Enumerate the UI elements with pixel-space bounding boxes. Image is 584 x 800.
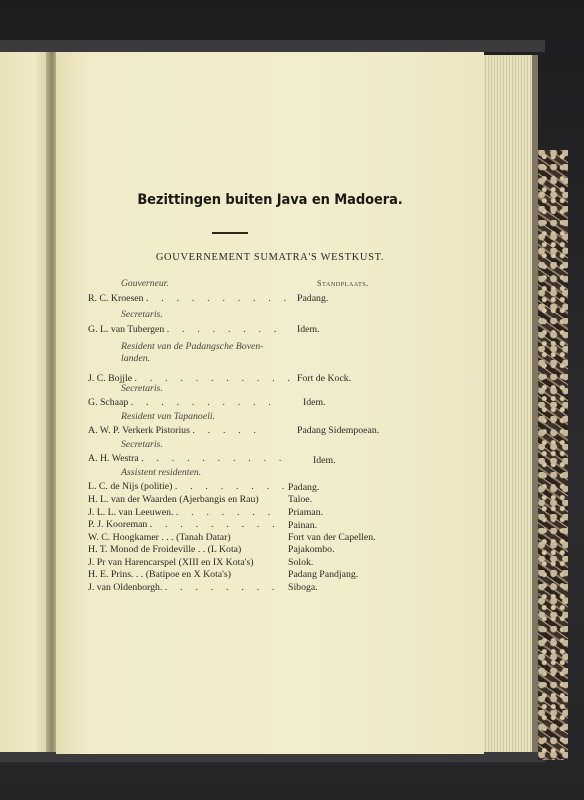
entry-name: G. L. van Tubergen . . . . . . . . bbox=[88, 324, 282, 335]
entry-name: R. C. Kroesen . . . . . . . . . . bbox=[88, 293, 292, 304]
entry-name: G. Schaap . . . . . . . . . . bbox=[88, 397, 277, 408]
column-header-function: Gouverneur. bbox=[121, 278, 169, 289]
page-edges bbox=[484, 55, 538, 752]
column-header-standplaats: Standplaats. bbox=[317, 279, 369, 288]
function-label: Secretaris. bbox=[121, 439, 163, 450]
function-label: Secretaris. bbox=[121, 309, 163, 320]
function-label: landen. bbox=[121, 353, 151, 364]
entry-name: A. W. P. Verkerk Pistorius . . . . . bbox=[88, 425, 262, 436]
entry-name: J. L. L. van Leeuwen. . . . . . . . bbox=[88, 507, 276, 518]
entry-name: L. C. de Nijs (politie) . . . . . . . . bbox=[88, 481, 290, 492]
entry-name: A. H. Westra . . . . . . . . . . bbox=[88, 453, 287, 464]
entry-name: H. T. Monod de Froideville . . (L Kota) bbox=[88, 544, 242, 555]
entry-name: J. Pr van Harencarspel (XIII en IX Kota's) bbox=[88, 557, 254, 568]
function-label: Resident van de Padangsche Boven- bbox=[121, 341, 264, 352]
entry-place: Priaman. bbox=[288, 507, 324, 518]
entry-name: H. L. van der Waarden (Ajerbangis en Rau) bbox=[88, 494, 259, 505]
entry-name: H. E. Prins. . . (Batipoe en X Kota's) bbox=[88, 569, 231, 580]
entry-name: P. J. Kooreman . . . . . . . . . bbox=[88, 519, 280, 530]
entry-place: Padang. bbox=[297, 293, 329, 304]
entry-place: Idem. bbox=[303, 397, 326, 408]
entry-place: Solok. bbox=[288, 557, 314, 568]
entry-place: Padang Sidempoean. bbox=[297, 425, 380, 436]
entry-place: Idem. bbox=[297, 324, 320, 335]
page-title: Bezittingen buiten Java en Madoera. bbox=[137, 192, 403, 208]
entry-name: J. van Oldenborgh. . . . . . . . . bbox=[88, 582, 280, 593]
marbled-cover-edge bbox=[538, 150, 568, 760]
entry-place: Idem. bbox=[313, 455, 336, 466]
entry-name: J. C. Bojjle . . . . . . . . . . . bbox=[88, 373, 296, 384]
entry-name: W. C. Hoogkamer . . . (Tanah Datar) bbox=[88, 532, 231, 543]
left-page bbox=[0, 52, 48, 752]
entry-place: Padang Pandjang. bbox=[288, 569, 359, 580]
entry-place: Painan. bbox=[288, 520, 318, 531]
section-heading: GOUVERNEMENT SUMATRA'S WESTKUST. bbox=[155, 252, 385, 263]
book-cover-top bbox=[0, 40, 545, 52]
title-rule bbox=[212, 232, 248, 234]
entry-place: Pajakombo. bbox=[288, 544, 335, 555]
function-label: Assistent residenten. bbox=[121, 467, 202, 478]
function-label: Secretaris. bbox=[121, 383, 163, 394]
entry-place: Fort de Kock. bbox=[297, 373, 352, 384]
entry-place: Fort van der Capellen. bbox=[288, 532, 376, 543]
entry-place: Padang. bbox=[288, 482, 320, 493]
entry-place: Taloe. bbox=[288, 494, 313, 505]
function-label: Resident van Tapanoeli. bbox=[121, 411, 216, 422]
entry-place: Siboga. bbox=[288, 582, 318, 593]
